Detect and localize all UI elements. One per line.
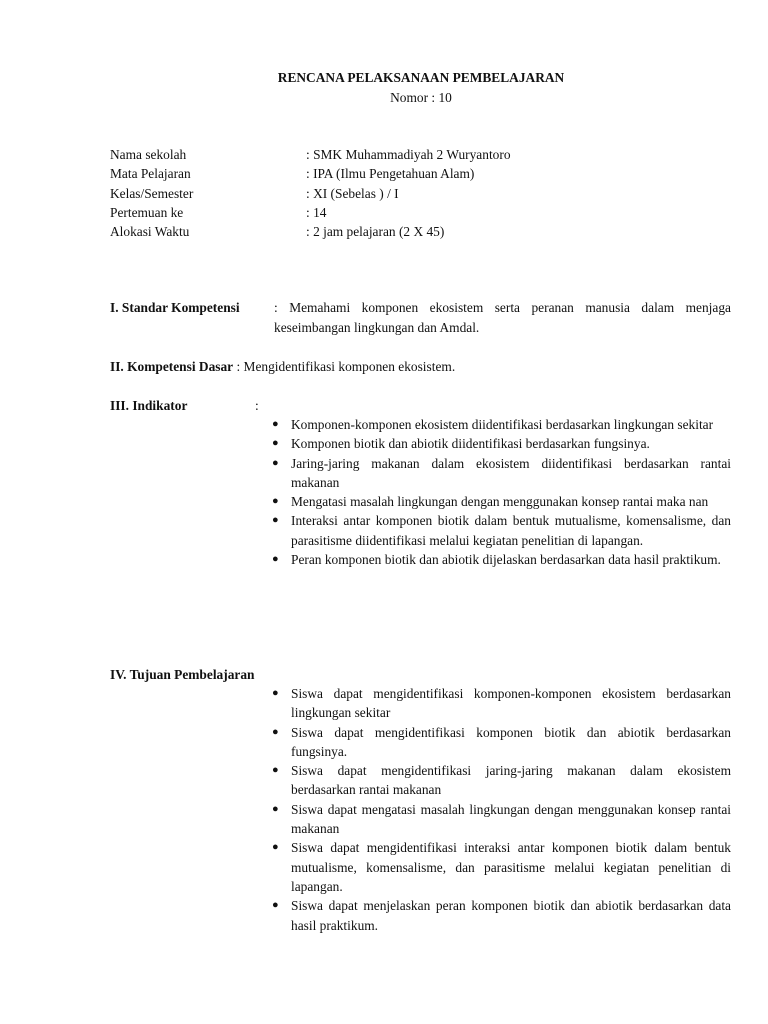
indikator-list [272,415,731,569]
section-text: Mengidentifikasi komponen ekosistem. [243,359,456,374]
section-kompetensi-dasar [110,357,731,377]
list-item [272,838,731,896]
bullet-icon: ● [272,764,279,777]
list-item [272,511,731,550]
info-label: Nama sekolah [110,147,187,162]
list-item-text: Komponen-komponen ekosistem diidentifikasi berdasarkan lingkungan sekitar [291,417,714,432]
identity-table [110,145,511,241]
bullet-icon: ● [272,841,279,854]
list-item [272,454,731,493]
document-title: RENCANA PELAKSANAAN PEMBELAJARAN [277,70,565,85]
list-item-text: Interaksi antar komponen biotik dalam bentuk mutualisme, komensalisme, dan parasitisme diidentifikasi melalui kegiatan penelitian di lapangan. [291,513,731,548]
section-tujuan [110,665,731,685]
info-row-school [110,145,511,164]
section-standar-kompetensi [110,298,731,340]
list-item-text: Siswa dapat mengatasi masalah lingkungan dengan menggunakan konsep rantai makanan [291,801,731,837]
bullet-icon: ● [272,495,279,508]
list-item-text: Siswa dapat mengidentifikasi interaksi antar komponen biotik dalam bentuk mutualisme, komensalisme, dan parasitisme melalui kegiatan penelitian di lapangan. [291,840,731,894]
section-line [110,396,731,416]
info-value: : XI (Sebelas ) / I [306,185,399,201]
info-value: : 2 jam pelajaran (2 X 45) [306,224,445,240]
list-item-text: Siswa dapat mengidentifikasi komponen-komponen ekosistem berdasarkan lingkungan sekitar [291,686,731,721]
info-value: : 14 [306,204,327,220]
list-item [272,684,731,723]
list-item-text: Siswa dapat mengidentifikasi jaring-jaring makanan dalam ekosistem berdasarkan rantai makanan [291,763,731,798]
info-label: Kelas/Semester [110,185,194,201]
section-line [110,357,731,377]
bullet-icon: ● [272,725,279,738]
bullet-icon: ● [272,899,279,912]
list-item [272,492,731,511]
bullet-icon: ● [272,553,279,566]
tujuan-list [272,684,731,935]
info-row-subject [110,164,511,183]
list-item-text: Mengatasi masalah lingkungan dengan menggunakan konsep rantai maka nan [291,494,709,510]
list-item [272,550,731,569]
list-item-text: Peran komponen biotik dan abiotik dijelaskan berdasarkan data hasil praktikum. [291,552,721,568]
bullet-icon: ● [272,514,279,527]
list-item-text: Siswa dapat menjelaskan peran komponen biotik dan abiotik berdasarkan data hasil praktikum. [291,898,731,933]
info-value: : SMK Muhammadiyah 2 Wuryantoro [306,147,511,162]
bullet-icon: ● [272,456,279,469]
info-label: Pertemuan ke [110,204,184,220]
section-heading: II. Kompetensi Dasar [110,359,234,374]
info-row-class [110,184,511,203]
section-heading: IV. Tujuan Pembelajaran [110,667,255,682]
section-indikator [110,396,731,416]
list-item-text: Jaring-jaring makanan dalam ekosistem diidentifikasi berdasarkan rantai makanan [291,455,731,490]
list-item-text: Siswa dapat mengidentifikasi komponen biotik dan abiotik berdasarkan fungsinya. [291,724,731,759]
list-item-text: Komponen biotik dan abiotik diidentifikasi berdasarkan fungsinya. [291,436,650,452]
section-text: : Memahami komponen ekosistem serta peranan manusia dalam menjaga keseimbangan lingkungan dan Amdal. [274,300,731,335]
info-label: Mata Pelajaran [110,166,191,182]
section-heading: III. Indikator [110,398,188,413]
list-item [272,415,731,434]
info-row-time [110,222,511,241]
list-item [272,896,731,935]
bullet-icon: ● [272,687,279,699]
list-item [272,761,731,800]
list-item [272,434,731,453]
section-colon: : [255,398,259,413]
bullet-icon: ● [272,802,279,815]
bullet-icon: ● [272,437,279,450]
info-label: Alokasi Waktu [110,224,190,240]
list-item [272,800,731,839]
section-heading: I. Standar Kompetensi [110,300,240,315]
info-row-meeting [110,203,511,222]
section-colon: : [233,359,244,374]
document-number: Nomor : 10 [390,90,452,105]
info-value: : IPA (Ilmu Pengetahuan Alam) [306,166,475,182]
list-item [272,723,731,762]
bullet-icon: ● [272,418,279,430]
